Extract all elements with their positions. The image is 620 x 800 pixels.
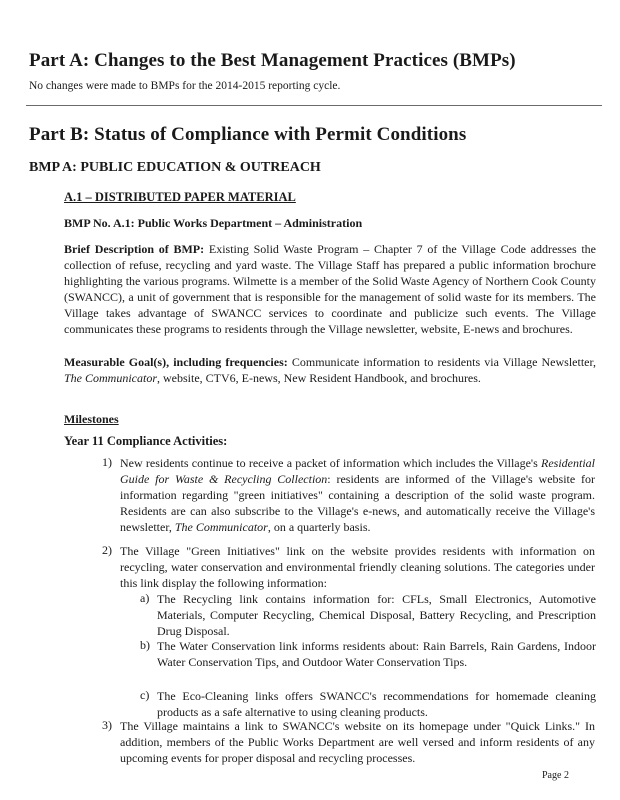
item-1-text-c: , on a quarterly basis.	[267, 520, 371, 534]
item-1-text-b: : residents are informed of the Village's website for information regarding "green initiatives" containing a description of the solid waste program. Residents are can also subscribe to the Village's e-news, and automatically receive the Village's newsletter,	[120, 472, 595, 534]
brief-description	[64, 241, 596, 337]
subitem-a-text: The Recycling link contains information for: CFLs, Small Electronics, Automotive Materials, Computer Recycling, Chemical Disposal, Battery Recycling, and Prescription Drug Disposal.	[157, 592, 596, 638]
item-1-text	[120, 455, 595, 535]
section-a1-title: A.1 – DISTRIBUTED PAPER MATERIAL	[64, 190, 296, 204]
subitem-c-text: The Eco-Cleaning links offers SWANCC's recommendations for homemade cleaning products as a safe alternative to using cleaning products.	[157, 689, 596, 719]
item-1-italic-a: Residential Guide for Waste & Recycling Collection	[120, 456, 595, 486]
item-1-text-a: New residents continue to receive a packet of information which includes the Village's	[120, 456, 541, 470]
subitem-b-letter: b)	[140, 638, 150, 652]
goals-text-1: Communicate information to residents via Village Newsletter,	[287, 355, 596, 369]
item-3-text: The Village maintains a link to SWANCC's website on its homepage under "Quick Links." In addition, members of the Public Works Department are well versed and inform residents of any upcoming events for proper disposal and recycling processes.	[120, 719, 595, 765]
subitem-b-text: The Water Conservation link informs residents about: Rain Barrels, Rain Gardens, Indoor Water Conservation Tips, and Outdoor Water Conservation Tips.	[157, 639, 596, 669]
goals-text-2: , website, CTV6, E-news, New Resident Handbook, and brochures.	[157, 371, 481, 385]
item-1-number: 1)	[102, 455, 112, 469]
item-2-text: The Village "Green Initiatives" link on the website provides residents with information on recycling, water conservation and environmental friendly cleaning solutions. The categories under this link display the following information:	[120, 544, 595, 590]
item-1-italic-b: The Communicator	[174, 520, 268, 534]
subitem-a-letter: a)	[140, 591, 150, 605]
year-title: Year 11 Compliance Activities:	[64, 434, 228, 448]
page-number: Page 2	[542, 770, 569, 781]
item-3-number: 3)	[102, 718, 112, 732]
brief-description-label: Brief Description of BMP:	[64, 242, 205, 256]
bmp-number: BMP No. A.1: Public Works Department – Administration	[64, 216, 363, 230]
part-a-title: Part A: Changes to the Best Management Practices (BMPs)	[29, 50, 516, 71]
goals-italic: The Communicator	[64, 371, 157, 385]
bmp-a-title: BMP A: PUBLIC EDUCATION & OUTREACH	[29, 160, 321, 175]
measurable-goals	[64, 354, 596, 386]
brief-description-text: Existing Solid Waste Program – Chapter 7 of the Village Code addresses the collection of refuse, recycling and yard waste. The Village Staff has prepared a public information brochure highlighting the various programs. Wilmette is a member of the Solid Waste Agency of Northern Cook County (SWANCC), a unit of government that is responsible for the management of solid waste for its members. The Village takes advantage of SWANCC services to coordinate and publicize such events. The Village communicates these programs to residents through the Village newsletter, website, E-news and brochures.	[64, 242, 596, 336]
divider	[26, 105, 602, 106]
goals-label: Measurable Goal(s), including frequencies:	[64, 355, 288, 369]
part-b-title: Part B: Status of Compliance with Permit Conditions	[29, 124, 467, 145]
milestones-heading: Milestones	[64, 412, 119, 426]
subitem-c-letter: c)	[140, 688, 150, 702]
item-2-number: 2)	[102, 543, 112, 557]
part-a-text: No changes were made to BMPs for the 2014-2015 reporting cycle.	[29, 80, 341, 92]
